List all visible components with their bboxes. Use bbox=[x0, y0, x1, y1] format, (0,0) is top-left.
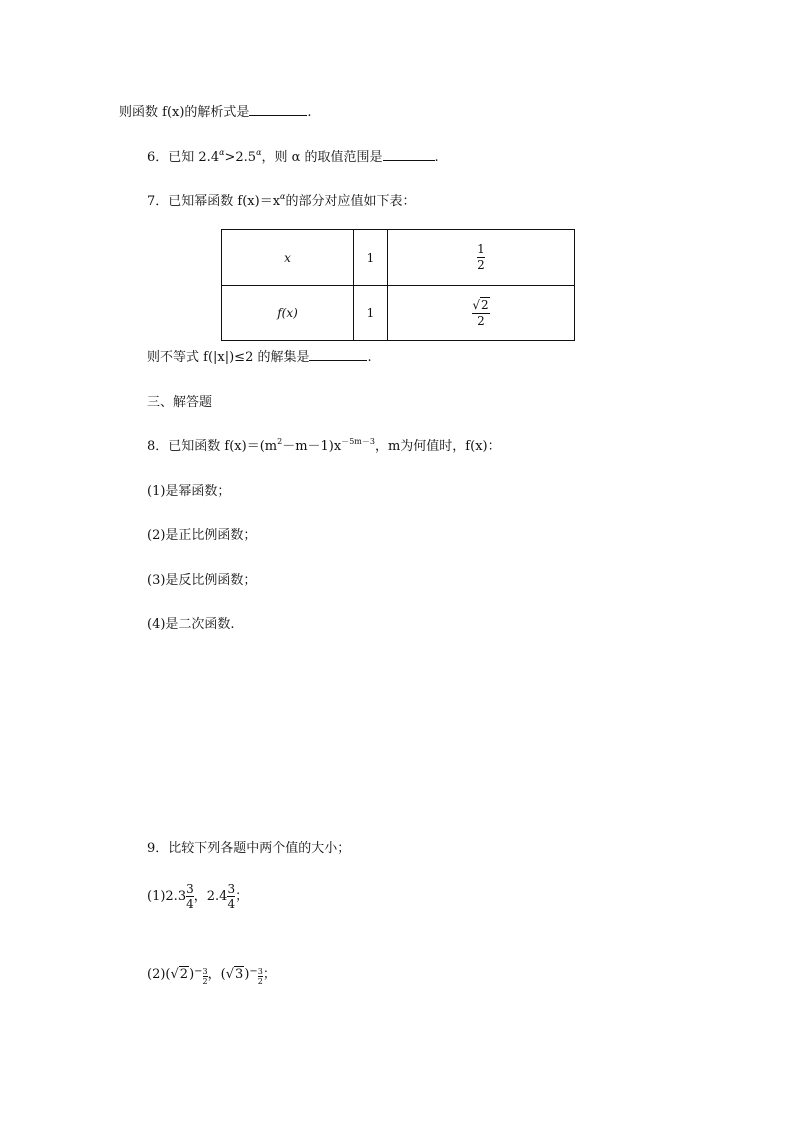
q6-pre: 已知 2.4 bbox=[168, 150, 220, 165]
table-cell-label: f(x) bbox=[222, 286, 354, 341]
answer-blank[interactable] bbox=[309, 348, 367, 361]
q9-1-b-whole: 4 bbox=[219, 889, 228, 904]
q6-post: ，则 α 的取值范围是 bbox=[261, 150, 383, 165]
q9-1-a-exponent bbox=[186, 882, 194, 911]
q9-1-label: (1)2. bbox=[147, 889, 178, 904]
q9-1-separator: ，2. bbox=[193, 889, 220, 904]
exponent-denominator: 2 bbox=[202, 977, 208, 986]
q7-tail bbox=[147, 348, 372, 367]
q9-part-2: (2)(√2)− $\frac{3}{2}$ ，(√3)− $\frac{3}{2}$ ； bbox=[147, 960, 276, 987]
q9-1-b-exponent bbox=[227, 882, 235, 911]
section-heading: 三、解答题 bbox=[147, 395, 213, 410]
q6-end: . bbox=[434, 150, 439, 165]
fraction bbox=[472, 298, 489, 329]
minus-sign: − bbox=[249, 966, 258, 977]
q9-text: 比较下列各题中两个值的大小； bbox=[168, 841, 351, 856]
sqrt-expression: √2 bbox=[472, 297, 489, 312]
q6-exp1: α bbox=[219, 148, 225, 157]
exponent-numerator: 3 bbox=[202, 967, 208, 976]
q5-text: 则函数 f(x)的解析式是 bbox=[119, 105, 250, 120]
q8-mid: －m－1)x bbox=[282, 439, 342, 454]
q5-tail bbox=[119, 103, 312, 122]
q8-post: ，m为何值时，f(x)： bbox=[374, 439, 501, 454]
fraction-numerator: 1 bbox=[477, 242, 485, 256]
answer-blank[interactable] bbox=[383, 148, 435, 161]
fraction bbox=[477, 242, 485, 273]
q9-2-separator: ， bbox=[207, 967, 221, 982]
question-8 bbox=[147, 438, 501, 456]
q7-tail-text: 则不等式 f(|x|)≤2 的解集是 bbox=[147, 350, 310, 365]
q7-number: 7． bbox=[147, 194, 169, 209]
table-cell: 1 bbox=[354, 286, 388, 341]
radicand: 2 bbox=[179, 967, 189, 982]
q9-number: 9． bbox=[147, 841, 169, 856]
q8-pre: 已知函数 f(x)＝(m bbox=[168, 439, 278, 454]
sqrt-expression: √2 bbox=[170, 967, 189, 982]
table-cell: 1 bbox=[354, 230, 388, 286]
q9-part-1 bbox=[147, 882, 248, 911]
q9-1-end: ； bbox=[235, 889, 249, 904]
table-cell bbox=[388, 286, 575, 341]
value-table bbox=[221, 229, 575, 341]
question-9 bbox=[147, 840, 350, 858]
minus-sign: − bbox=[194, 966, 203, 977]
exponent-numerator: 3 bbox=[257, 967, 263, 976]
exponent-denominator: 4 bbox=[227, 897, 236, 911]
q8-part-2: (2)是正比例函数； bbox=[147, 528, 257, 543]
q7-post: 的部分对应值如下表： bbox=[285, 194, 416, 209]
table-row bbox=[222, 230, 575, 286]
q8-square: 2 bbox=[277, 437, 283, 446]
q9-2-end: ； bbox=[262, 967, 276, 982]
q6-exp2: α bbox=[256, 148, 262, 157]
answer-blank[interactable] bbox=[249, 103, 307, 116]
exponent-denominator: 4 bbox=[186, 897, 194, 911]
fraction-denominator: 2 bbox=[477, 313, 485, 328]
q5-end: . bbox=[307, 105, 312, 120]
q6-mid: >2.5 bbox=[224, 150, 257, 165]
q8-part-1: (1)是幂函数； bbox=[147, 484, 231, 499]
radicand: 3 bbox=[235, 967, 244, 982]
sqrt-expression: √3 bbox=[225, 967, 244, 982]
q8-part-4: (4)是二次函数. bbox=[147, 617, 235, 632]
exponent-numerator: 3 bbox=[186, 882, 194, 896]
q6-number: 6． bbox=[147, 150, 169, 165]
q7-exp: α bbox=[280, 192, 286, 201]
q8-part-3: (3)是反比例函数； bbox=[147, 573, 257, 588]
q7-pre: 已知幂函数 f(x)＝x bbox=[168, 194, 281, 209]
radicand: 2 bbox=[481, 297, 489, 312]
table-cell bbox=[388, 230, 575, 286]
exponent-denominator: 2 bbox=[257, 977, 263, 986]
table-cell-label: x bbox=[222, 230, 354, 286]
q8-exp: －5m－3 bbox=[341, 437, 375, 446]
table-row bbox=[222, 286, 575, 341]
question-6 bbox=[147, 148, 439, 167]
q9-2-label: (2) bbox=[147, 967, 166, 982]
q9-1-a-whole: 3 bbox=[177, 889, 187, 904]
question-7 bbox=[147, 193, 415, 211]
fraction-denominator: 2 bbox=[477, 258, 485, 272]
exponent-numerator: 3 bbox=[227, 882, 236, 896]
q8-number: 8． bbox=[147, 439, 169, 454]
q7-tail-end: . bbox=[367, 350, 372, 365]
